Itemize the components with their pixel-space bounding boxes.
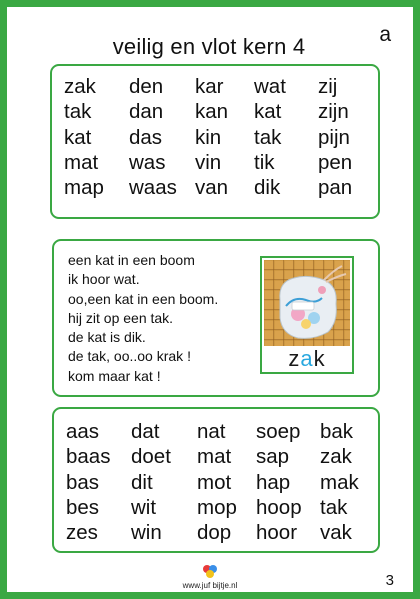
word-item: mat [197,445,232,469]
picture-label-letter-2: a [300,346,314,371]
word-item: dit [131,470,153,494]
word-item: baas [66,445,111,469]
corner-letter: a [379,23,391,46]
footer-url[interactable]: www.juf bijtje.nl [182,581,238,590]
word-item: das [129,125,163,149]
word-item: kat [64,125,92,149]
bee-logo-icon [202,564,218,578]
word-item: vak [320,521,352,545]
word-item: soep [256,420,301,443]
word-grid-top [64,74,378,200]
word-grid-bottom [66,419,380,545]
bag-picture [264,260,350,346]
word-item: zij [318,75,338,98]
word-item: kar [195,75,224,98]
picture-label [262,346,352,372]
word-item: mot [197,470,232,494]
word-item: mat [64,150,99,174]
word-item: doet [131,445,171,469]
word-item: nat [197,420,226,443]
word-item: pen [318,150,353,174]
word-item: wat [254,75,286,98]
word-item: zes [66,521,98,545]
word-item: hoor [256,521,298,545]
word-item: dop [197,521,232,545]
word-item: hap [256,470,291,494]
word-item: tak [254,125,282,149]
story-line: de kat is dik. [68,329,146,346]
word-item: dik [254,176,281,200]
word-item: mak [320,470,359,494]
word-list-box-bottom [52,407,380,553]
page-title: veilig en vlot kern 4 [112,34,306,59]
word-item: tik [254,150,275,174]
picture-card [260,256,354,374]
word-item: zak [64,75,96,98]
word-item: bas [66,470,100,494]
word-item: wit [131,495,157,519]
word-item: dat [131,420,160,443]
story-line: kom maar kat ! [68,367,161,384]
story-line: ik hoor wat. [68,271,140,288]
word-item: pan [318,176,353,200]
word-item: bes [66,495,100,519]
word-item: kan [195,100,229,124]
story-line: een kat in een boom [68,252,195,268]
word-item: mop [197,495,237,519]
story-line: oo,een kat in een boom. [68,290,219,307]
page-number: 3 [385,572,394,589]
word-item: aas [66,420,100,443]
story-text [68,251,218,386]
word-item: sap [256,445,290,469]
picture-label-letter-1: z [288,346,301,371]
word-item: dan [129,100,164,124]
word-item: den [129,75,164,98]
word-item: kin [195,125,222,149]
story-line: de tak, oo..oo krak ! [68,348,191,365]
picture-label-letter-3: k [313,346,326,371]
word-item: kat [254,100,282,124]
word-item: waas [129,176,177,200]
word-item: was [129,150,166,174]
word-item: pijn [318,125,350,149]
word-list-box-top [50,64,380,219]
word-item: vin [195,150,222,174]
story-line: hij zit op een tak. [68,309,174,326]
word-item: tak [320,495,348,519]
word-item: tak [64,100,92,124]
word-item: win [131,521,162,545]
word-item: zijn [318,100,349,124]
word-item: bak [320,420,354,443]
story-box [52,239,380,397]
word-item: zak [320,445,352,469]
word-item: map [64,176,104,200]
word-item: van [195,176,229,200]
word-item: hoop [256,495,302,519]
